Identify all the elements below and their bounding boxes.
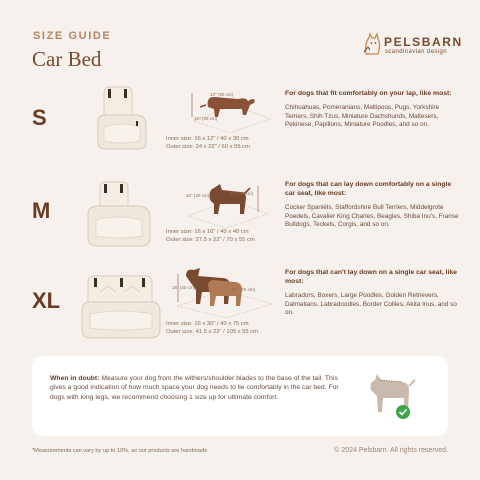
footnote: *Measurements can vary by up to 10%, as our products are handmade: [32, 448, 208, 454]
measurement-tip-card: [32, 356, 448, 436]
inner-size: Inner size: 16 x 30" / 40 x 75 cm: [166, 321, 249, 327]
car-bed-small-image: [92, 85, 152, 155]
dog-measure-icon: [363, 368, 418, 426]
page-title: Car Bed: [32, 47, 102, 71]
size-description-body: Cocker Spaniëls, Staffordshire Bull Terriers, Middelgrote Poedels, Cavalier King Charles, Beagles, Shiba Inu's, Franse Bulldogs, Teckels, Corgis, and so on.: [285, 204, 459, 229]
size-label: XL: [32, 288, 61, 313]
brand-name: PELSBARN: [384, 35, 463, 49]
dimension-length-label: 16" (40 cm): [186, 193, 210, 198]
inner-size: Inner size: 16 x 16" / 40 x 40 cm: [166, 229, 249, 235]
measurement-tip-body: Measure your dog from the withers/shoulder blades to the base of the tail. This gives a good indication of how much space your dog needs to lie comfortably in the car bed. For dogs with long legs, we recommend choosing 1 size up for ultimate comfort.: [50, 375, 339, 401]
dimension-length-label: 16" (40 cm): [194, 116, 218, 121]
size-description: [285, 180, 460, 230]
inner-size: Inner size: 16 x 12" / 40 x 30 cm: [166, 136, 249, 142]
size-description-heading: For dogs that fit comfortably on your lap, like most:: [285, 90, 452, 97]
outer-size: Outer size: 24 x 22" / 60 x 55 cm: [166, 144, 250, 150]
car-bed-medium-image: [82, 178, 154, 250]
brand-tagline: scandinavian design: [385, 49, 447, 55]
size-description-body: Labradors, Boxers, Large Poodles, Golden Retrievers, Dalmatians, Labradoodles, Border Collies, Akita Inus, and so on.: [285, 292, 457, 317]
section-kicker: SIZE GUIDE: [33, 30, 112, 42]
dimension-height-label: 16" (40 cm): [230, 191, 254, 196]
size-label: M: [32, 198, 51, 223]
size-description: [285, 89, 460, 130]
measurement-tip-text: [50, 374, 350, 402]
size-row-s: [0, 85, 480, 175]
size-description: [285, 268, 460, 318]
size-label: S: [32, 105, 47, 130]
size-description-body: Chihuahuas, Pomeranians, Maltipoos, Pugs, Yorkshire Terriers, Shih Tzus, Miniature Dachshunds, Maltesers, Pekinese, Papillons, Miniature Poodles, and so on.: [285, 104, 440, 129]
outer-size: Outer size: 41.5 x 22" / 105 x 55 cm: [166, 329, 258, 335]
dimension-height-label: 30" (75 cm): [232, 287, 256, 292]
dimension-length-label: 16" (40 cm): [172, 285, 196, 290]
measurement-tip-lead: When in doubt:: [50, 375, 100, 382]
brand-logo[interactable]: [362, 30, 462, 62]
dimension-height-label: 12" (30 cm): [210, 92, 234, 97]
copyright: © 2024 Pelsbarn. All rights reserved.: [334, 447, 448, 454]
terrier-icon: [180, 178, 275, 228]
size-description-heading: For dogs that can lay down comfortably on a single car seat, like most:: [285, 181, 452, 197]
outer-size: Outer size: 27.5 x 22" / 70 x 55 cm: [166, 237, 255, 243]
pelsbarn-cat-logo-icon: [362, 32, 384, 58]
size-description-heading: For dogs that can't lay down on a single car seat, like most:: [285, 269, 457, 285]
size-row-m: [0, 178, 480, 268]
check-icon: [396, 405, 410, 419]
size-row-xl: [0, 264, 480, 354]
car-bed-xl-image: [80, 270, 162, 340]
